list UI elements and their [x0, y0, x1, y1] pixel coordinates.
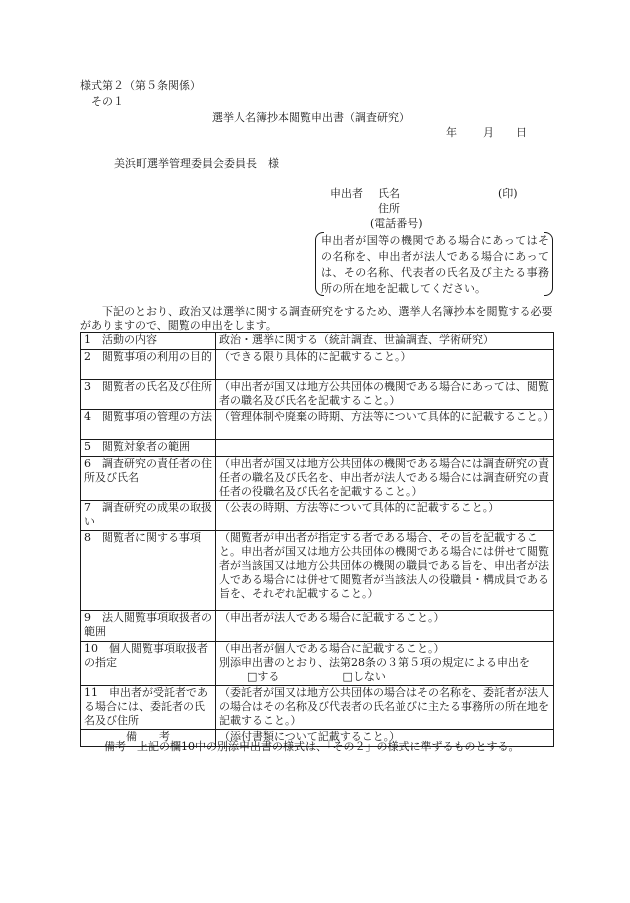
- row-value-cell: [216, 642, 554, 686]
- row-value: [216, 440, 554, 457]
- row-label: 8 閲覧者に関する事項: [81, 531, 216, 611]
- table-row: [81, 501, 554, 531]
- applicant-label: 申出者: [330, 187, 363, 200]
- date-month: 月: [483, 126, 494, 139]
- table-row: [81, 642, 554, 686]
- page-title: 選挙人名簿抄本閲覧申出書（調査研究）: [212, 111, 410, 124]
- row-value: （申出者が国又は地方公共団体の機関である場合にあっては、閲覧者の職名及び氏名を記載すること。）: [216, 380, 554, 410]
- option-group: [219, 670, 550, 684]
- row-value: （閲覧者が申出者が指定する者である場合、その旨を記載すること。申出者が国又は地方公共団体の機関である場合には併せて閲覧者が当該国又は地方公共団体の機関の職員である旨を、申出者が法人である場合には併せて閲覧者が当該法人の役職員・構成員である旨を、それぞれ記載すること。）: [216, 531, 554, 611]
- table-row: [81, 410, 554, 440]
- row-label: 10 個人閲覧事項取扱者の指定: [81, 642, 216, 686]
- applicant-address-label: 住所: [378, 202, 400, 215]
- row-value: （申出者が国又は地方公共団体の機関である場合には調査研究の責任者の職名及び氏名を、申出者が法人である場合には調査研究の責任者の役職名及び氏名を記載すること。）: [216, 457, 554, 501]
- row-label: 1 活動の内容: [81, 333, 216, 350]
- table-row: [81, 457, 554, 501]
- row-label: 5 閲覧対象者の範囲: [81, 440, 216, 457]
- table-row: [81, 531, 554, 611]
- option-yes[interactable]: □する: [247, 670, 280, 683]
- sub-number: その１: [91, 95, 124, 108]
- addressee: 美浜町選挙管理委員会委員長 様: [114, 157, 279, 170]
- row-label: 3 閲覧者の氏名及び住所: [81, 380, 216, 410]
- row-value: （公表の時期、方法等について具体的に記載すること。）: [216, 501, 554, 531]
- row-value: （委託者が国又は地方公共団体の場合はその名称を、委託者が法人の場合はその名称及び代表者の氏名並びに主たる事務所の所在地を記載すること。）: [216, 686, 554, 730]
- table-row: [81, 380, 554, 410]
- form-number: 様式第２（第５条関係）: [80, 79, 201, 92]
- row-value: 政治・選挙に関する（統計調査、世論調査、学術研究）: [216, 333, 554, 350]
- applicant-note-text: 申出者が国等の機関である場合にあってはその名称を、申出者が法人である場合にあっては、その名称、代表者の氏名及び主たる事務所の所在地を記載してください。: [321, 234, 549, 295]
- date-day: 日: [516, 126, 527, 139]
- option-no[interactable]: □しない: [342, 670, 386, 683]
- row-label: 7 調査研究の成果の取扱い: [81, 501, 216, 531]
- row-label: 2 閲覧事項の利用の目的: [81, 350, 216, 380]
- row-label: 備 考: [81, 730, 216, 747]
- applicant-phone-label: (電話番号): [370, 217, 423, 230]
- row-value: （できる限り具体的に記載すること。）: [216, 350, 554, 380]
- row-value: （添付書類について記載すること。）: [216, 730, 554, 747]
- intro-paragraph: 下記のとおり、政治又は選挙に関する調査研究をするため、選挙人名簿抄本を閲覧する必要がありますので、閲覧の申出をします。: [80, 305, 553, 332]
- table-row: [81, 686, 554, 730]
- footer-note: 備考 上記の欄10中の別添申出書の様式は、「その２」の様式に準ずるものとする。: [104, 740, 520, 753]
- row-label: 6 調査研究の責任者の住所及び氏名: [81, 457, 216, 501]
- seal-mark: (印): [498, 187, 518, 200]
- row-label: 9 法人閲覧事項取扱者の範囲: [81, 611, 216, 642]
- table-row: [81, 350, 554, 380]
- table-row: [81, 440, 554, 457]
- table-row: [81, 333, 554, 350]
- row-value: （管理体制や廃棄の時期、方法等について具体的に記載すること。）: [216, 410, 554, 440]
- date-year: 年: [446, 126, 457, 139]
- row-label: 11 申出者が受託者である場合には、委託者の氏名及び住所: [81, 686, 216, 730]
- row-value: （申出者が法人である場合に記載すること。）: [216, 611, 554, 642]
- applicant-note: [315, 232, 553, 296]
- row-value-2: 別添申出書のとおり、法第28条の３第５項の規定による申出を: [219, 656, 530, 669]
- row-value: （申出者が個人である場合に記載すること。）: [219, 642, 445, 655]
- application-table: [80, 332, 554, 747]
- applicant-name-label: 氏名: [378, 187, 400, 200]
- table-row: [81, 611, 554, 642]
- row-label: 4 閲覧事項の管理の方法: [81, 410, 216, 440]
